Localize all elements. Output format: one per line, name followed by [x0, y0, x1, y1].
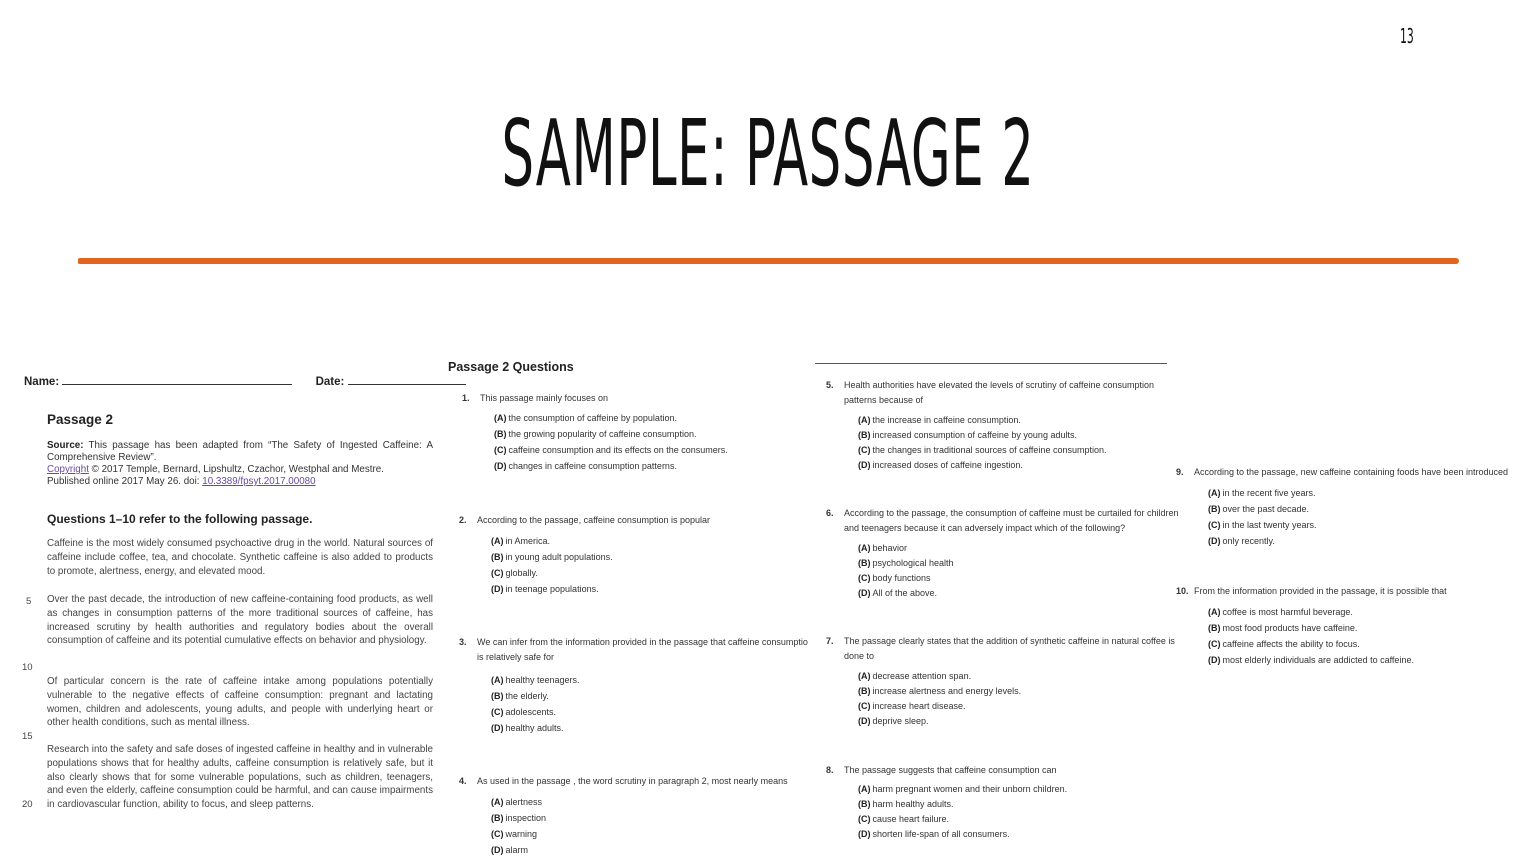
name-label: Name:: [24, 376, 60, 388]
question-number: 8.: [826, 765, 834, 775]
question-8-option: [858, 784, 1067, 794]
option-text: in America.: [505, 536, 551, 546]
option-letter: (B): [491, 813, 504, 823]
question-8-option: [858, 799, 954, 809]
passage-paragraph-4: Research into the safety and safe doses of ingested caffeine in healthy and in vulnerable populations shows that for healthy adults, caffeine consumption is relatively safe, but it also clearly shows that for some vulnerable populations, such as children, teenagers, and even the elderly, caffeine consumption could be harmful, and can cause impairments in cardiovascular function, ability to focus, and sleep patterns.: [47, 744, 433, 811]
question-stem-text: This passage mainly focuses on: [480, 393, 609, 403]
question-stem-text: From the information provided in the passage, it is possible that: [1194, 586, 1447, 596]
question-3-option: [491, 707, 556, 717]
option-letter: (D): [1208, 655, 1221, 665]
question-stem-text: We can infer from the information provided in the passage that caffeine consumptio: [477, 637, 808, 647]
question-3-stem: [459, 635, 808, 665]
option-text: globally.: [505, 568, 538, 578]
question-1-stem: [462, 391, 608, 406]
option-letter: (D): [1208, 536, 1221, 546]
question-2-option: [491, 552, 613, 562]
question-stem-text: patterns because of: [844, 395, 924, 405]
option-letter: (B): [491, 691, 504, 701]
option-text: psychological health: [872, 558, 954, 568]
slide-number: 13: [1400, 24, 1414, 48]
question-5-option: [858, 415, 1021, 425]
option-letter: (C): [1208, 639, 1221, 649]
question-6-option: [858, 558, 954, 568]
option-letter: (D): [491, 723, 504, 733]
option-text: most food products have caffeine.: [1222, 623, 1358, 633]
source-text: This passage has been adapted from “The Safety of Ingested Caffeine: A Comprehensive Review”.: [47, 440, 433, 463]
option-letter: (B): [1208, 504, 1221, 514]
option-text: adolescents.: [505, 707, 557, 717]
option-text: in the last twenty years.: [1222, 520, 1317, 530]
option-text: coffee is most harmful beverage.: [1222, 607, 1353, 617]
option-letter: (A): [491, 675, 504, 685]
passage-paragraph-2: Over the past decade, the introduction of new caffeine-containing food products, as well as changes in consumption patterns of the more traditional sources of caffeine, has increased scrutiny by health authorities and regulatory bodies about the overall consumption of caffeine and its potential cumulative effects on behavior and physiology.: [47, 594, 433, 647]
question-6-option: [858, 588, 937, 598]
option-text: the growing popularity of caffeine consumption.: [508, 429, 697, 439]
question-3-option: [491, 691, 549, 701]
option-text: shorten life-span of all consumers.: [872, 829, 1010, 839]
option-text: harm healthy adults.: [872, 799, 954, 809]
option-letter: (D): [858, 588, 871, 598]
question-1-option: [494, 413, 677, 423]
question-stem-text: According to the passage, the consumption of caffeine must be curtailed for children: [844, 508, 1179, 518]
option-letter: (A): [1208, 607, 1221, 617]
question-number: 9.: [1176, 467, 1184, 477]
title-divider: [78, 256, 1460, 268]
option-letter: (C): [1208, 520, 1221, 530]
question-number: 10.: [1176, 586, 1189, 596]
option-letter: (B): [858, 686, 871, 696]
option-letter: (C): [491, 829, 504, 839]
line-number: 15: [22, 731, 33, 742]
option-text: the consumption of caffeine by population.: [508, 413, 677, 423]
question-stem-text: done to: [844, 651, 875, 661]
option-text: increase heart disease.: [872, 701, 966, 711]
question-10-stem: [1176, 584, 1447, 599]
line-number: 10: [22, 662, 33, 673]
question-9-option: [1208, 488, 1316, 498]
question-10-option: [1208, 655, 1414, 665]
question-6-option: [858, 573, 931, 583]
question-3-option: [491, 675, 580, 685]
option-letter: (B): [858, 430, 871, 440]
option-text: increase alertness and energy levels.: [872, 686, 1022, 696]
line-number: 5: [26, 596, 32, 607]
question-10-option: [1208, 639, 1360, 649]
question-stem-text: The passage suggests that caffeine consumption can: [844, 765, 1057, 775]
question-9-stem: [1176, 465, 1508, 480]
question-stem-text: According to the passage, caffeine consumption is popular: [477, 515, 710, 525]
question-8-stem: [826, 763, 1056, 778]
option-letter: (C): [491, 707, 504, 717]
question-4-option: [491, 829, 537, 839]
option-letter: (A): [858, 784, 871, 794]
question-4-option: [491, 797, 542, 807]
option-letter: (B): [858, 799, 871, 809]
doi-link[interactable]: 10.3389/fpsyt.2017.00080: [202, 476, 316, 487]
option-letter: (A): [494, 413, 507, 423]
source-label: Source:: [47, 440, 84, 451]
option-text: deprive sleep.: [872, 716, 929, 726]
question-2-stem: [459, 513, 710, 528]
option-text: the elderly.: [505, 691, 549, 701]
option-letter: (A): [491, 797, 504, 807]
option-letter: (A): [858, 543, 871, 553]
question-8-option: [858, 829, 1010, 839]
date-blank: [348, 374, 466, 385]
question-8-option: [858, 814, 949, 824]
question-stem-text: The passage clearly states that the addition of synthetic caffeine in natural coffee is: [844, 636, 1175, 646]
option-letter: (D): [491, 845, 504, 855]
question-1-option: [494, 445, 728, 455]
option-text: behavior: [872, 543, 908, 553]
option-text: inspection: [505, 813, 547, 823]
question-number: 5.: [826, 380, 834, 390]
option-text: caffeine affects the ability to focus.: [1222, 639, 1360, 649]
question-9-option: [1208, 536, 1275, 546]
question-1-option: [494, 429, 696, 439]
option-letter: (D): [491, 584, 504, 594]
questions-reference: Questions 1–10 refer to the following passage.: [47, 512, 313, 526]
question-number: 4.: [459, 776, 467, 786]
option-letter: (C): [494, 445, 507, 455]
question-number: 2.: [459, 515, 467, 525]
option-text: healthy adults.: [505, 723, 564, 733]
question-stem-text: As used in the passage , the word scrutiny in paragraph 2, most nearly means: [477, 776, 788, 786]
option-letter: (C): [858, 573, 871, 583]
option-text: healthy teenagers.: [505, 675, 580, 685]
option-text: only recently.: [1222, 536, 1275, 546]
copyright-link[interactable]: Copyright: [47, 464, 89, 475]
question-5-option: [858, 460, 1023, 470]
option-text: decrease attention span.: [872, 671, 972, 681]
question-5-option: [858, 430, 1077, 440]
option-letter: (B): [491, 552, 504, 562]
source-block: [47, 440, 433, 488]
option-text: in young adult populations.: [505, 552, 613, 562]
question-stem-text: According to the passage, new caffeine containing foods have been introduced: [1194, 467, 1509, 477]
question-4-stem: [459, 774, 788, 789]
question-2-option: [491, 536, 550, 546]
name-blank: [62, 374, 292, 385]
option-text: alertness: [505, 797, 543, 807]
question-7-option: [858, 701, 966, 711]
question-3-option: [491, 723, 564, 733]
date-label: Date:: [315, 376, 345, 388]
questions-heading: Passage 2 Questions: [448, 360, 574, 374]
option-text: increased doses of caffeine ingestion.: [872, 460, 1023, 470]
question-4-option: [491, 813, 546, 823]
question-10-option: [1208, 607, 1353, 617]
question-stem-text: Health authorities have elevated the levels of scrutiny of caffeine consumption: [844, 380, 1155, 390]
question-5-option: [858, 445, 1106, 455]
option-text: All of the above.: [872, 588, 938, 598]
option-letter: (C): [858, 701, 871, 711]
question-9-option: [1208, 504, 1309, 514]
passage-heading: Passage 2: [47, 412, 114, 427]
question-9-option: [1208, 520, 1317, 530]
option-text: changes in caffeine consumption patterns.: [508, 461, 677, 471]
question-6-stem: [826, 506, 1179, 536]
option-letter: (C): [858, 445, 871, 455]
question-stem-text: and teenagers because it can adversely impact which of the following?: [844, 523, 1126, 533]
slide-title: SAMPLE: PASSAGE 2: [501, 100, 1035, 207]
option-text: most elderly individuals are addicted to caffeine.: [1222, 655, 1414, 665]
name-date-line: [24, 374, 466, 388]
option-letter: (C): [858, 814, 871, 824]
question-number: 1.: [462, 393, 470, 403]
option-text: alarm: [505, 845, 529, 855]
question-number: 3.: [459, 637, 467, 647]
question-7-option: [858, 686, 1021, 696]
option-letter: (A): [858, 415, 871, 425]
option-text: over the past decade.: [1222, 504, 1310, 514]
option-text: cause heart failure.: [872, 814, 950, 824]
option-text: increased consumption of caffeine by young adults.: [872, 430, 1077, 440]
question-number: 6.: [826, 508, 834, 518]
option-letter: (B): [1208, 623, 1221, 633]
option-letter: (A): [858, 671, 871, 681]
question-number: 7.: [826, 636, 834, 646]
line-number: 20: [22, 799, 33, 810]
option-letter: (A): [1208, 488, 1221, 498]
published-text: Published online 2017 May 26. doi:: [47, 476, 200, 487]
passage-paragraph-3: Of particular concern is the rate of caffeine intake among populations potentially vulnerable to the negative effects of caffeine consumption: pregnant and lactating women, children and adolescents, young adults, and people with underlying heart or other health conditions, such as mental illness.: [47, 676, 433, 729]
option-text: harm pregnant women and their unborn children.: [872, 784, 1068, 794]
option-letter: (B): [494, 429, 507, 439]
question-7-option: [858, 716, 929, 726]
question-stem-text: is relatively safe for: [477, 652, 555, 662]
question-4-option: [491, 845, 528, 855]
column-rule: [815, 363, 1167, 364]
question-1-option: [494, 461, 677, 471]
option-text: body functions: [872, 573, 931, 583]
option-letter: (B): [858, 558, 871, 568]
option-text: in the recent five years.: [1222, 488, 1316, 498]
question-7-stem: [826, 634, 1175, 664]
option-letter: (D): [858, 716, 871, 726]
option-letter: (D): [858, 829, 871, 839]
question-5-stem: [826, 378, 1154, 408]
question-2-option: [491, 568, 538, 578]
question-2-option: [491, 584, 599, 594]
option-letter: (D): [858, 460, 871, 470]
option-letter: (D): [494, 461, 507, 471]
option-text: the increase in caffeine consumption.: [872, 415, 1021, 425]
question-6-option: [858, 543, 907, 553]
option-letter: (A): [491, 536, 504, 546]
question-7-option: [858, 671, 971, 681]
option-letter: (C): [491, 568, 504, 578]
option-text: warning: [505, 829, 538, 839]
option-text: caffeine consumption and its effects on the consumers.: [508, 445, 728, 455]
option-text: in teenage populations.: [505, 584, 599, 594]
passage-paragraph-1: Caffeine is the most widely consumed psychoactive drug in the world. Natural sources of caffeine include coffee, tea, and chocolate. Synthetic caffeine is also added to products to promote, alertness, energy, and elevated mood.: [47, 538, 433, 577]
copyright-text: © 2017 Temple, Bernard, Lipshultz, Czachor, Westphal and Mestre.: [91, 464, 384, 475]
question-10-option: [1208, 623, 1357, 633]
option-text: the changes in traditional sources of caffeine consumption.: [872, 445, 1107, 455]
